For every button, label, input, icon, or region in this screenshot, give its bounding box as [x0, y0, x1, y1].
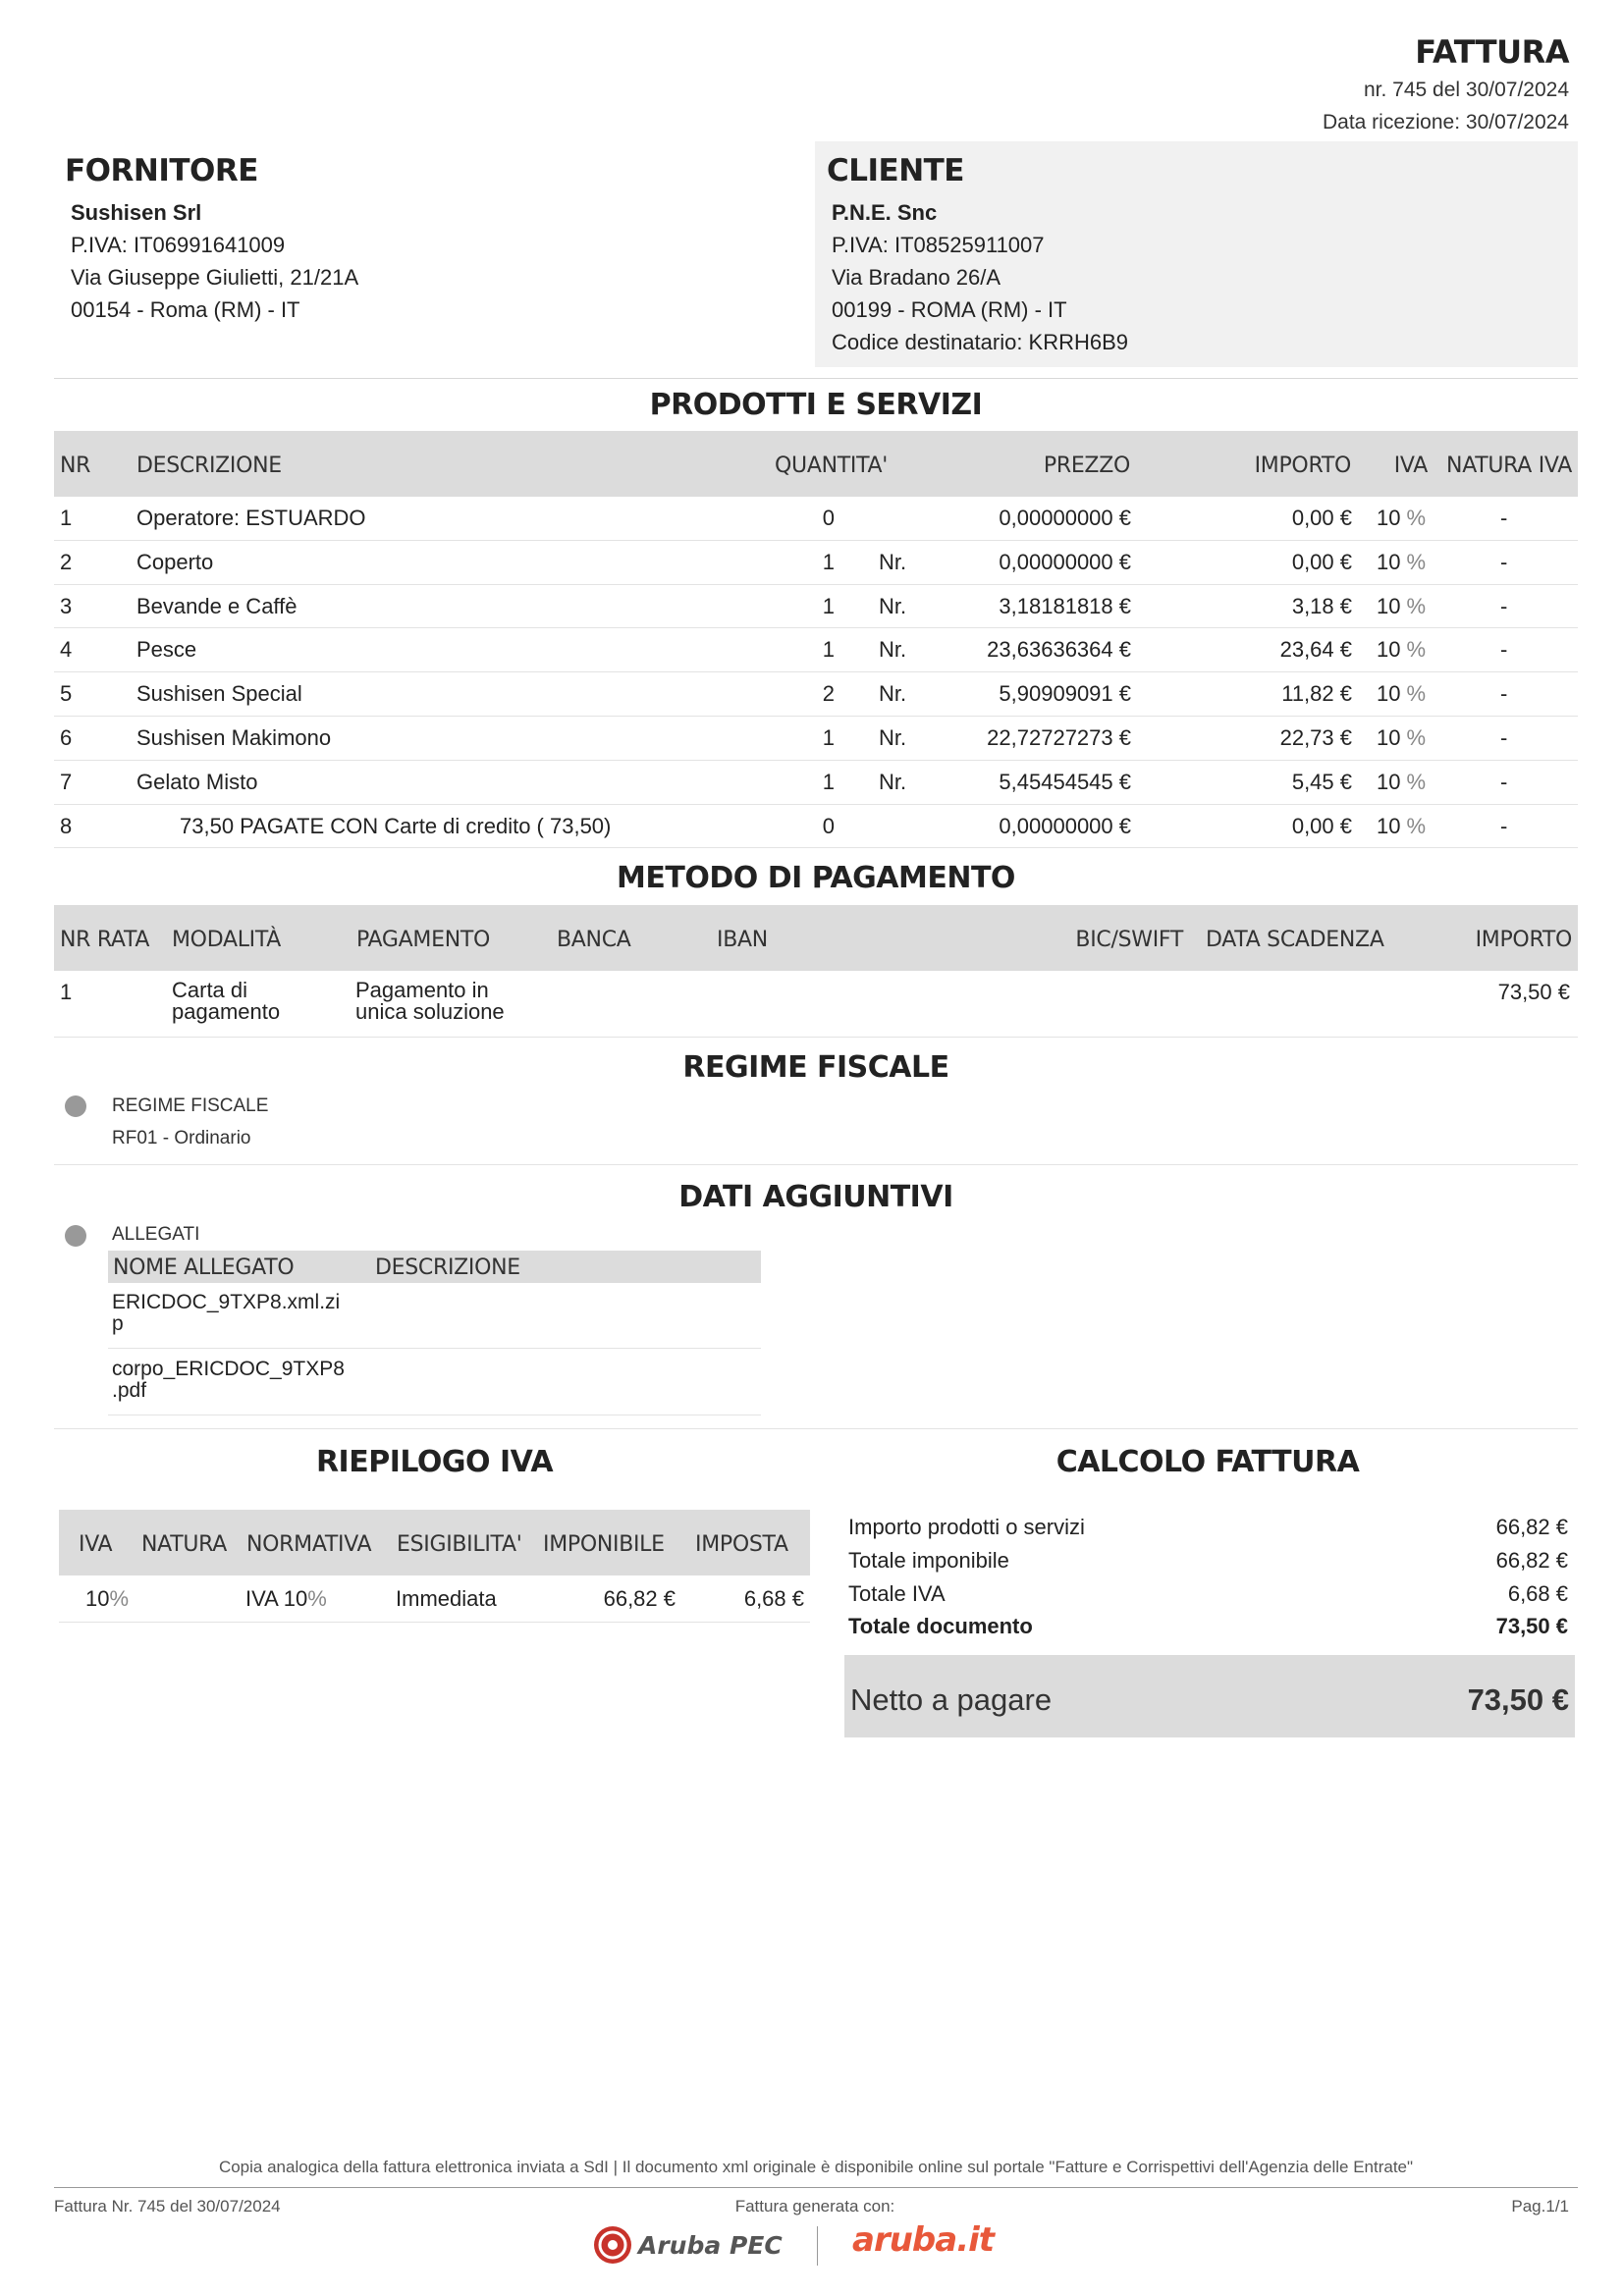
bullet-icon: [65, 1225, 86, 1247]
client-vat: P.IVA: IT08525911007: [832, 233, 1045, 257]
regime-title: REGIME FISCALE: [682, 1050, 949, 1085]
supplier-block: [54, 141, 800, 367]
row-amount: 23,64 €: [1279, 637, 1352, 663]
row-vat-value: 10: [1377, 681, 1401, 707]
calc-value: 73,50 €: [1495, 1614, 1568, 1638]
row-description: Pesce: [136, 637, 197, 663]
percent-sign: %: [1406, 637, 1427, 663]
percent-sign: %: [1406, 725, 1427, 750]
bullet-icon: [65, 1095, 86, 1117]
calc-title: CALCOLO FATTURA: [1055, 1445, 1360, 1479]
row-amount: 11,82 €: [1281, 681, 1352, 707]
logo-separator: [817, 2226, 818, 2266]
client-name: P.N.E. Snc: [832, 200, 938, 225]
products-table-header: [54, 431, 1578, 497]
supplier-city: 00154 - Roma (RM) - IT: [71, 297, 300, 322]
col-mode: MODALITÀ: [172, 928, 282, 952]
vat-summary-header: [59, 1510, 810, 1575]
row-vat-value: 10: [1377, 725, 1401, 750]
supplier-vat: P.IVA: IT06991641009: [71, 233, 286, 257]
col-bic: BIC/SWIFT: [1075, 928, 1183, 952]
row-quantity: 1: [822, 593, 835, 618]
col-due-date: DATA SCADENZA: [1206, 928, 1384, 952]
calc-value: 66,82 €: [1495, 1515, 1568, 1539]
row-divider: [54, 584, 1578, 585]
calc-label: Totale IVA: [848, 1581, 946, 1606]
vat-norm-value: IVA 10: [245, 1586, 308, 1611]
col-bank: BANCA: [557, 928, 631, 952]
payment-amount: 73,50 €: [1497, 980, 1570, 1004]
divider: [54, 1428, 1578, 1429]
row-nr: 7: [60, 769, 73, 794]
col-nr-rata: NR RATA: [60, 928, 150, 952]
vat-taxable: 66,82 €: [603, 1586, 676, 1611]
calc-label: Importo prodotti o servizi: [848, 1515, 1085, 1539]
row-nr: 8: [60, 813, 73, 838]
row-price: 0,00000000 €: [999, 506, 1131, 530]
col-taxable: IMPONIBILE: [543, 1532, 665, 1557]
row-vat: [1377, 725, 1426, 751]
client-city: 00199 - ROMA (RM) - IT: [832, 297, 1067, 322]
invoice-received-date: Data ricezione: 30/07/2024: [1322, 111, 1569, 133]
row-description: Bevande e Caffè: [136, 593, 298, 618]
divider: [54, 378, 1578, 379]
row-vat-nature: -: [1500, 506, 1508, 530]
client-heading: CLIENTE: [827, 153, 964, 188]
row-price: 5,45454545 €: [999, 769, 1131, 794]
col-nature: NATURA: [141, 1532, 227, 1557]
row-amount: 5,45 €: [1291, 769, 1352, 794]
row-vat: [1377, 506, 1426, 531]
row-quantity: 1: [822, 549, 835, 574]
aruba-it-logo: aruba.it: [852, 2220, 995, 2260]
row-divider: [54, 804, 1578, 805]
row-price: 23,63636364 €: [987, 637, 1131, 663]
percent-sign: %: [1406, 813, 1427, 838]
row-description: Sushisen Makimono: [136, 725, 332, 750]
row-vat-nature: -: [1500, 549, 1508, 574]
payment-method-line2: unica soluzione: [355, 999, 505, 1024]
row-description: Coperto: [136, 549, 214, 574]
payment-mode: [172, 980, 280, 1023]
row-vat: [1377, 814, 1426, 839]
divider: [54, 1164, 1578, 1165]
divider: [54, 1037, 1578, 1038]
row-nr: 1: [60, 506, 73, 530]
products-title: PRODOTTI E SERVIZI: [649, 388, 983, 422]
regime-label: REGIME FISCALE: [112, 1095, 269, 1116]
col-payment: PAGAMENTO: [356, 928, 491, 952]
row-nr: 4: [60, 637, 73, 663]
row-amount: 0,00 €: [1291, 813, 1352, 838]
invoice-number: nr. 745 del 30/07/2024: [1363, 79, 1569, 101]
row-vat-nature: -: [1500, 813, 1508, 838]
net-to-pay-value: 73,50 €: [1467, 1682, 1569, 1717]
col-payment-amount: IMPORTO: [1475, 928, 1572, 952]
row-amount: 0,00 €: [1291, 506, 1352, 530]
row-vat-value: 10: [1377, 769, 1401, 794]
row-divider: [54, 671, 1578, 672]
row-vat: [1377, 770, 1426, 795]
col-vat: IVA: [1393, 454, 1428, 478]
footer-generated-with: Fattura generata con:: [734, 2197, 895, 2216]
payment-title: METODO DI PAGAMENTO: [617, 861, 1015, 895]
row-nr: 2: [60, 549, 73, 574]
percent-sign: %: [1406, 506, 1427, 530]
client-block: [815, 141, 1578, 367]
row-price: 0,00000000 €: [999, 813, 1131, 838]
client-recipient-code: Codice destinatario: KRRH6B9: [832, 330, 1129, 354]
invoice-title: FATTURA: [1415, 33, 1569, 71]
row-nr: 6: [60, 725, 73, 750]
supplier-name: Sushisen Srl: [71, 200, 202, 225]
row-vat-value: 10: [1377, 506, 1401, 530]
col-attachment-name: NOME ALLEGATO: [113, 1255, 295, 1280]
calc-value: 6,68 €: [1507, 1581, 1568, 1606]
row-divider: [54, 760, 1578, 761]
attachment-name: corpo_ERICDOC_9TXP8: [112, 1358, 345, 1380]
vat-norm: [245, 1586, 327, 1612]
attachment-row: [112, 1292, 340, 1335]
payment-method-line1: Pagamento in: [355, 978, 489, 1002]
row-vat: [1377, 681, 1426, 707]
row-vat-nature: -: [1500, 681, 1508, 707]
aruba-pec-icon: [591, 2223, 634, 2267]
attachment-name-cont: p: [112, 1312, 124, 1335]
calc-label: Totale documento: [848, 1614, 1033, 1638]
row-vat-nature: -: [1500, 769, 1508, 794]
col-vat: IVA: [79, 1532, 113, 1557]
percent-sign: %: [1406, 549, 1427, 574]
payment-mode-line2: pagamento: [172, 999, 281, 1024]
row-nr: 3: [60, 593, 73, 618]
row-price: 5,90909091 €: [999, 681, 1131, 707]
divider: [54, 2187, 1578, 2188]
percent-sign: %: [1406, 769, 1427, 794]
row-nr: 5: [60, 681, 73, 707]
aruba-pec-text: Aruba PEC: [638, 2231, 783, 2260]
row-unit: Nr.: [879, 593, 907, 618]
row-divider: [54, 847, 1578, 848]
net-to-pay-label: Netto a pagare: [850, 1682, 1053, 1717]
footer-invoice-ref: Fattura Nr. 745 del 30/07/2024: [54, 2197, 281, 2216]
col-exig: ESIGIBILITA': [397, 1532, 522, 1557]
col-iban: IBAN: [717, 928, 768, 952]
row-amount: 0,00 €: [1291, 549, 1352, 574]
vat-exig: Immediata: [396, 1586, 497, 1611]
payment-table-header: [54, 905, 1578, 971]
client-address: Via Bradano 26/A: [832, 265, 1001, 290]
attachment-name-cont: .pdf: [112, 1379, 147, 1402]
row-vat-value: 10: [1377, 637, 1401, 663]
calc-label: Totale imponibile: [848, 1548, 1009, 1573]
supplier-address: Via Giuseppe Giulietti, 21/21A: [71, 265, 359, 290]
row-unit: Nr.: [879, 769, 907, 794]
col-quantity: QUANTITA': [775, 454, 888, 478]
divider: [108, 1348, 761, 1349]
payment-method: [355, 980, 505, 1023]
row-amount: 22,73 €: [1279, 725, 1352, 750]
row-unit: Nr.: [879, 549, 907, 574]
row-vat-value: 10: [1377, 549, 1401, 574]
row-unit: Nr.: [879, 681, 907, 707]
footer-disclaimer: Copia analogica della fattura elettronica inviata a SdI | Il documento xml originale è disponibile online sul portale "Fatture e Corrispettivi dell'Agenzia delle Entrate": [218, 2158, 1414, 2176]
row-vat: [1377, 637, 1426, 663]
row-description: Gelato Misto: [136, 769, 258, 794]
col-tax: IMPOSTA: [695, 1532, 788, 1557]
vat-rate-value: 10: [85, 1586, 110, 1611]
row-unit: Nr.: [879, 725, 907, 750]
row-divider: [54, 540, 1578, 541]
col-nr: NR: [60, 454, 91, 478]
row-quantity: 0: [822, 506, 835, 530]
row-vat: [1377, 594, 1426, 619]
regime-value: RF01 - Ordinario: [112, 1128, 251, 1148]
col-price: PREZZO: [1043, 454, 1130, 478]
row-price: 0,00000000 €: [999, 549, 1131, 574]
row-vat-value: 10: [1377, 593, 1401, 618]
row-amount: 3,18 €: [1291, 593, 1352, 618]
calc-value: 66,82 €: [1495, 1548, 1568, 1573]
row-quantity: 1: [822, 769, 835, 794]
attachments-label: ALLEGATI: [112, 1224, 200, 1245]
row-quantity: 1: [822, 637, 835, 663]
row-description: 73,50 PAGATE CON Carte di credito ( 73,50): [180, 813, 612, 838]
col-norm: NORMATIVA: [246, 1532, 372, 1557]
footer-page: Pag.1/1: [1511, 2197, 1569, 2216]
row-quantity: 1: [822, 725, 835, 750]
row-unit: Nr.: [879, 637, 907, 663]
row-description: Sushisen Special: [136, 681, 302, 707]
col-attachment-description: DESCRIZIONE: [375, 1255, 520, 1280]
row-vat-nature: -: [1500, 593, 1508, 618]
vat-tax: 6,68 €: [743, 1586, 804, 1611]
divider: [59, 1622, 810, 1623]
payment-mode-line1: Carta di: [172, 978, 248, 1002]
row-price: 22,72727273 €: [987, 725, 1131, 750]
row-price: 3,18181818 €: [999, 593, 1131, 618]
attachment-name: ERICDOC_9TXP8.xml.zi: [112, 1291, 341, 1313]
attachments-table-header: [108, 1251, 761, 1283]
row-quantity: 2: [822, 681, 835, 707]
row-vat: [1377, 550, 1426, 575]
net-to-pay-box: [844, 1655, 1575, 1737]
percent-sign: %: [1406, 593, 1427, 618]
percent-sign: %: [1406, 681, 1427, 707]
row-vat-value: 10: [1377, 813, 1401, 838]
col-vat-nature: NATURA IVA: [1446, 454, 1572, 478]
extra-title: DATI AGGIUNTIVI: [678, 1180, 953, 1214]
vat-rate: [85, 1586, 129, 1612]
col-amount: IMPORTO: [1254, 454, 1351, 478]
row-description: Operatore: ESTUARDO: [136, 506, 366, 530]
supplier-heading: FORNITORE: [65, 153, 258, 188]
payment-nr: 1: [60, 980, 73, 1004]
percent-sign: %: [109, 1586, 130, 1611]
row-divider: [54, 716, 1578, 717]
row-vat-nature: -: [1500, 725, 1508, 750]
row-divider: [54, 627, 1578, 628]
attachment-row: [112, 1359, 345, 1402]
vat-summary-title: RIEPILOGO IVA: [315, 1445, 554, 1479]
row-quantity: 0: [822, 813, 835, 838]
col-description: DESCRIZIONE: [136, 454, 282, 478]
row-vat-nature: -: [1500, 637, 1508, 663]
percent-sign: %: [307, 1586, 327, 1611]
